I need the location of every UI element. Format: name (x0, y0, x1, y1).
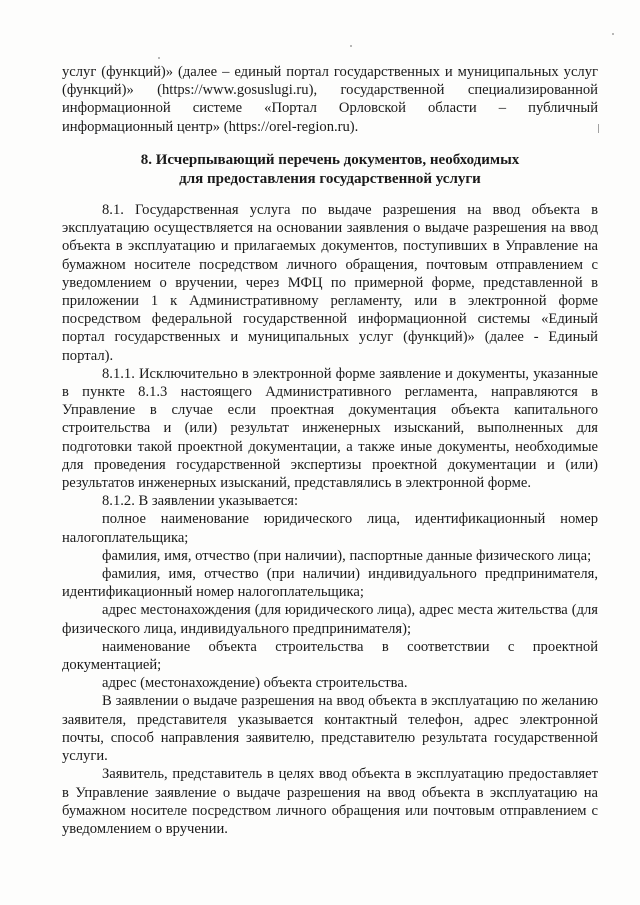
paragraph-contact: В заявлении о выдаче разрешения на ввод объекта в эксплуатацию по желанию заявителя, представителя указывается контактный телефон, адрес электронной почты, способ направления заявителю, представителю результата государственной услуги. (62, 693, 598, 765)
list-item: фамилия, имя, отчество (при наличии) индивидуального предпринимателя, идентификационный номер налогоплательщика; (62, 566, 598, 601)
section-title-line-2: для предоставления государственной услуги (179, 170, 481, 187)
list-item: фамилия, имя, отчество (при наличии), паспортные данные физического лица; (102, 547, 592, 564)
list-item: полное наименование юридического лица, идентификационный номер налогоплательщика; (62, 511, 598, 546)
top-paragraph-block (62, 63, 598, 136)
top-paragraph: услуг (функций)» (далее – единый портал государственных и муниципальных услуг (функций)» (https://www.gosuslugi.ru), государственной специализированной информационной системе «Портал Орловской области – публичный информационный центр» (https://orel-region.ru). (62, 64, 598, 135)
section-title-line-1: 8. Исчерпывающий перечень документов, необходимых (140, 152, 520, 168)
scan-speck (612, 33, 614, 35)
list-item: наименование объекта строительства в соответствии с проектной документацией; (62, 638, 598, 674)
scan-speck (158, 57, 160, 59)
paragraph-8-1-2: 8.1.2. В заявлении указывается: (102, 493, 299, 510)
paragraph-applicant: Заявитель, представитель в целях ввод объекта в эксплуатацию предоставляет в Управление заявление о выдаче разрешения на ввод объекта в эксплуатацию на бумажном носителе посредством личного обращения или почтовым отправлением с уведомлением о вручении. (62, 766, 598, 837)
scan-speck (598, 124, 599, 133)
paragraph-8-1: 8.1. Государственная услуга по выдаче разрешения на ввод объекта в эксплуатацию осуществляется на основании заявления о выдаче разрешения на ввод объекта в эксплуатацию и прилагаемых документов, поступивших в Управление на бумажном носителе посредством личного обращения, почтовым отправлением с уведомлением о вручении, через МФЦ по примерной форме, представленной в приложении 1 к Административному регламенту, или в электронной форме посредством федеральной государственной информационной системы «Единый портал государственных и муниципальных услуг (функций)» (далее - Единый портал). (62, 202, 598, 364)
paragraph-8-1-1: 8.1.1. Исключительно в электронной форме заявление и документы, указанные в пункте 8.1.3 настоящего Административного регламента, направляются в Управление в случае если проектная документация объекта капитального строительства и (или) результат инженерных изысканий, выполненных для подготовки такой проектной документации, а также иные документы, необходимые для проведения государственной экспертизы проектной документации и (или) результатов инженерных изысканий, представлялись в электронной форме. (62, 365, 598, 492)
section-title (62, 151, 598, 188)
list-item: адрес (местонахождение) объекта строительства. (102, 675, 408, 692)
scan-speck (350, 45, 352, 47)
section-body (62, 201, 598, 838)
list-item: адрес местонахождения (для юридического лица), адрес места жительства (для физического лица, индивидуального предпринимателя); (62, 602, 598, 637)
